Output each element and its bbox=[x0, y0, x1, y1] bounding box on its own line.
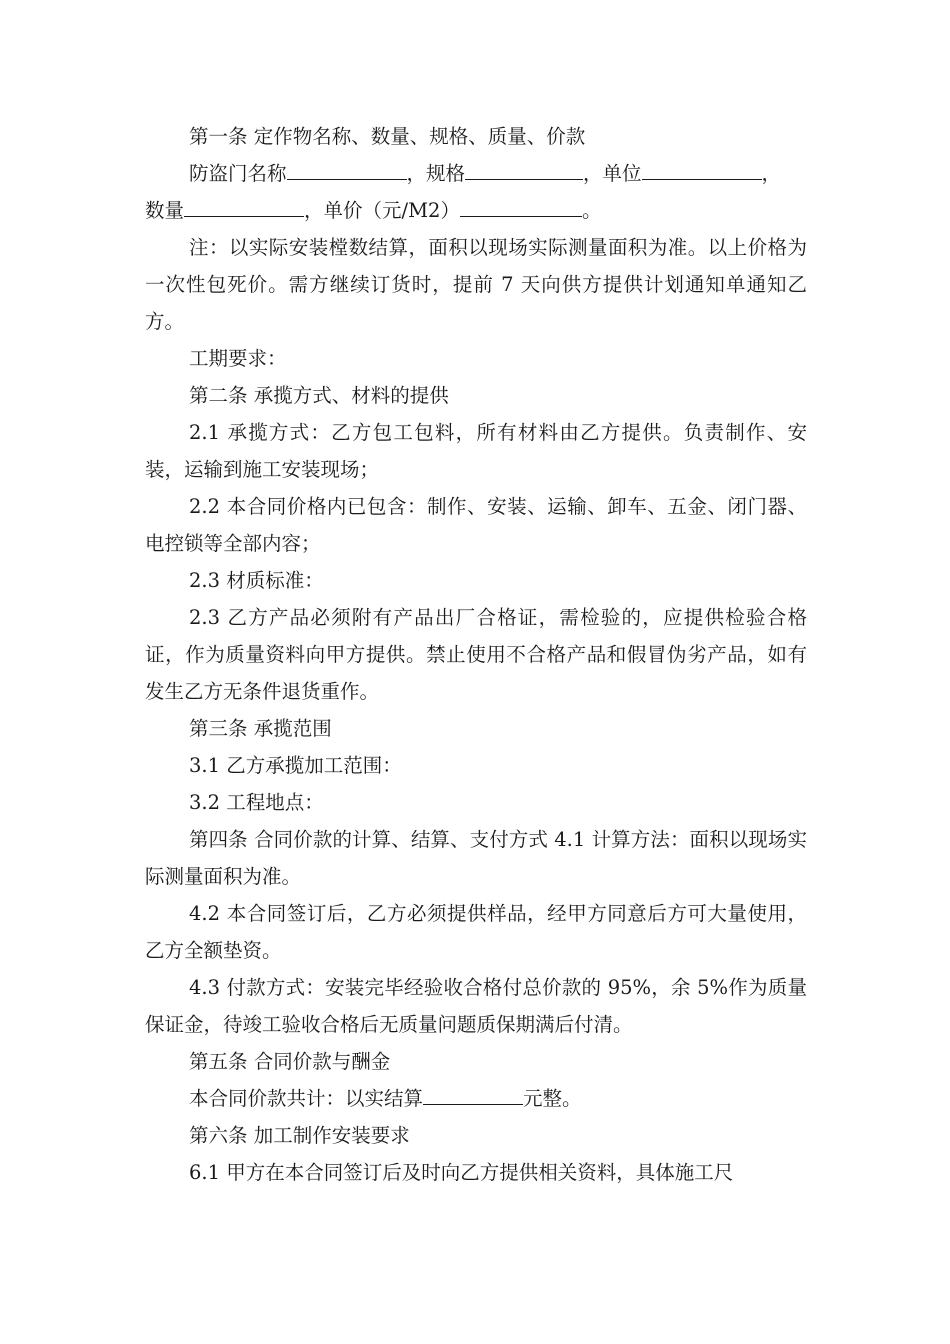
total-price-end: 元整。 bbox=[523, 1087, 582, 1110]
clause-2-3-body: 2.3 乙方产品必须附有产品出厂合格证，需检验的，应提供检验合格证，作为质量资料向甲方提供。禁止使用不合格产品和假冒伪劣产品，如有发生乙方无条件退货重作。 bbox=[145, 606, 807, 703]
unit-blank[interactable] bbox=[642, 155, 762, 180]
clause-4-3: 4.3 付款方式：安装完毕经验收合格付总价款的 95%，余 5%作为质量保证金，待竣工验收合格后无质量问题质保期满后付清。 bbox=[145, 976, 807, 1036]
document-page bbox=[145, 118, 807, 1191]
article-1-title: 第一条 定作物名称、数量、规格、质量、价款 bbox=[189, 125, 586, 148]
article-1-line-1 bbox=[145, 155, 807, 192]
clause-6-1: 6.1 甲方在本合同签订后及时向乙方提供相关资料，具体施工尺 bbox=[189, 1161, 734, 1184]
line-1-end: ， bbox=[761, 162, 782, 185]
unit-label: ，单位 bbox=[583, 162, 642, 185]
door-name-label: 防盗门名称 bbox=[189, 162, 287, 185]
clause-3-2: 3.2 工程地点： bbox=[189, 791, 324, 814]
total-price-label: 本合同价款共计：以实结算 bbox=[189, 1087, 424, 1110]
clause-2-3-title: 2.3 材质标准： bbox=[189, 569, 324, 592]
clause-3-1: 3.1 乙方承揽加工范围： bbox=[189, 754, 402, 777]
article-2-title: 第二条 承揽方式、材料的提供 bbox=[189, 384, 449, 407]
note-paragraph: 注：以实际安装樘数结算，面积以现场实际测量面积为准。以上价格为一次性包死价。需方继续订货时，提前 7 天向供方提供计划通知单通知乙方。 bbox=[145, 236, 807, 333]
article-5-title: 第五条 合同价款与酬金 bbox=[189, 1050, 391, 1073]
article-4-paragraph: 第四条 合同价款的计算、结算、支付方式 4.1 计算方法：面积以现场实际测量面积为准。 bbox=[145, 828, 807, 888]
unit-price-label: ，单价（元/M2） bbox=[304, 199, 460, 222]
line-2-end: 。 bbox=[581, 199, 602, 222]
article-3-title: 第三条 承揽范围 bbox=[189, 717, 332, 740]
quantity-label: 数量 bbox=[145, 199, 185, 222]
unit-price-blank[interactable] bbox=[460, 192, 582, 217]
quantity-blank[interactable] bbox=[184, 192, 304, 217]
total-price-blank[interactable] bbox=[423, 1080, 523, 1105]
clause-2-1: 2.1 承揽方式：乙方包工包料，所有材料由乙方提供。负责制作、安装，运输到施工安装现场； bbox=[145, 421, 807, 481]
door-name-blank[interactable] bbox=[287, 155, 407, 180]
spec-label: ，规格 bbox=[406, 162, 466, 185]
article-5-line bbox=[145, 1080, 807, 1117]
article-1-line-2 bbox=[145, 192, 807, 229]
clause-2-2: 2.2 本合同价格内已包含：制作、安装、运输、卸车、五金、闭门器、电控锁等全部内容； bbox=[145, 495, 807, 555]
article-6-title: 第六条 加工制作安装要求 bbox=[189, 1124, 410, 1147]
schedule-paragraph: 工期要求： bbox=[189, 347, 287, 370]
clause-4-2: 4.2 本合同签订后，乙方必须提供样品，经甲方同意后方可大量使用，乙方全额垫资。 bbox=[145, 902, 807, 962]
spec-blank[interactable] bbox=[465, 155, 583, 180]
